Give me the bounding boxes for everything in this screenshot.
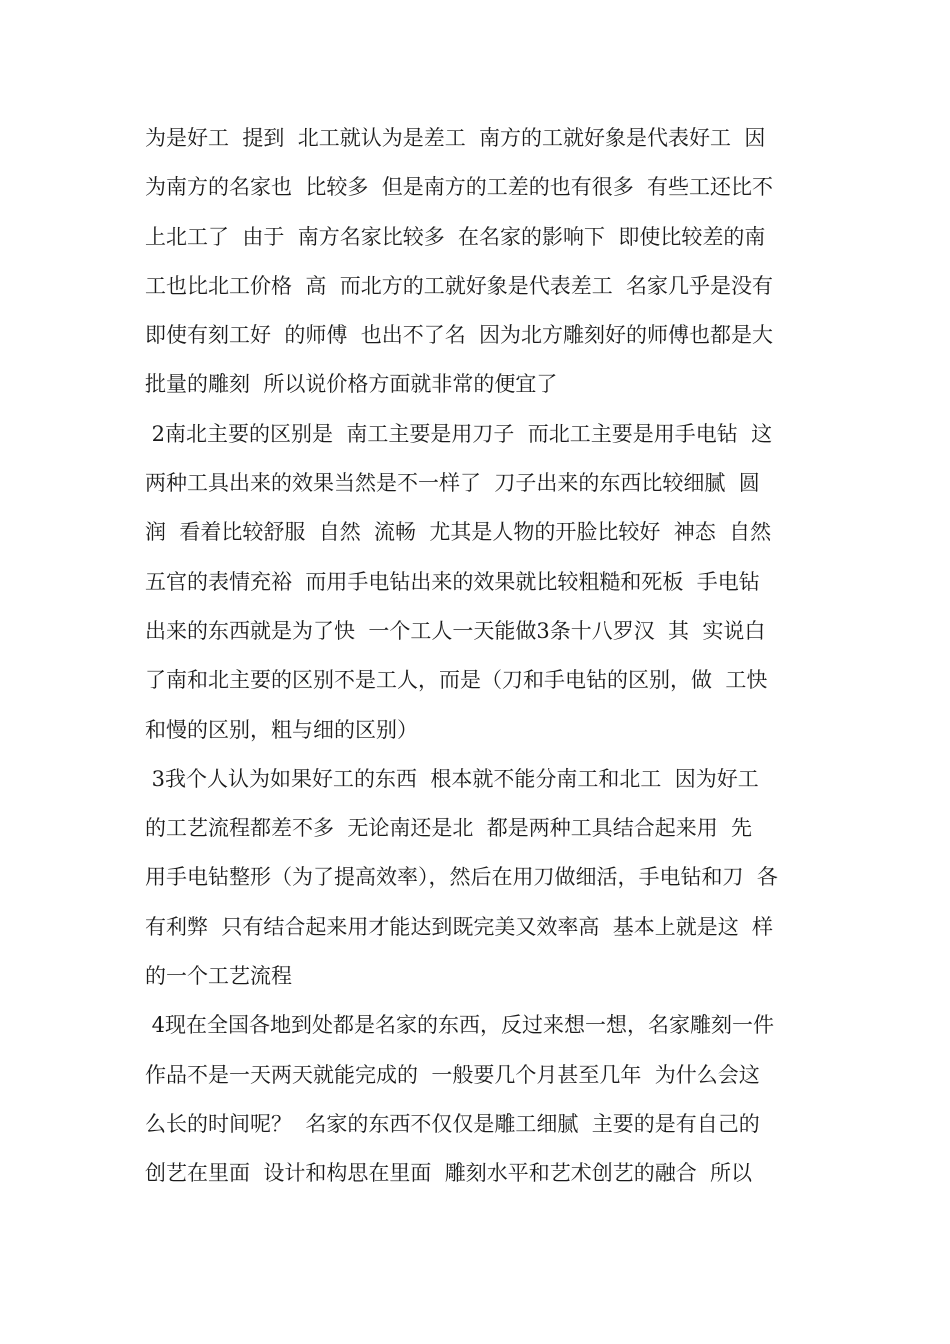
text-line: 五官的表情充裕 而用手电钻出来的效果就比较粗糙和死板 手电钻 — [145, 569, 760, 594]
text-line: 的工艺流程都差不多 无论南还是北 都是两种工具结合起来用 先 — [145, 816, 753, 841]
text-line: 的一个工艺流程 — [145, 964, 292, 989]
text-line: 了南和北主要的区别不是工人，而是（刀和手电钻的区别，做 工快 — [145, 668, 768, 693]
text-line: 有利弊 只有结合起来用才能达到既完美又效率高 基本上就是这 样 — [145, 914, 774, 939]
text-line: 即使有刻工好 的师傅 也出不了名 因为北方雕刻好的师傅也都是大 — [145, 323, 774, 348]
text-line: 工也比北工价格 高 而北方的工就好象是代表差工 名家几乎是没有 — [145, 273, 774, 298]
text-line: 润 看着比较舒服 自然 流畅 尤其是人物的开脸比较好 神态 自然 — [145, 520, 772, 545]
text-line: 上北工了 由于 南方名家比较多 在名家的影响下 即使比较差的南 — [145, 224, 766, 249]
text-line: 为南方的名家也 比较多 但是南方的工差的也有很多 有些工还比不 — [145, 175, 774, 200]
text-line: 创艺在里面 设计和构思在里面 雕刻水平和艺术创艺的融合 所以 — [145, 1161, 753, 1186]
text-line: 2南北主要的区别是 南工主要是用刀子 而北工主要是用手电钻 这 — [145, 421, 773, 446]
text-line: 作品不是一天两天就能完成的 一般要几个月甚至几年 为什么会这 — [145, 1062, 760, 1087]
text-line: 出来的东西就是为了快 一个工人一天能做3条十八罗汉 其 实说白 — [145, 618, 766, 643]
text-line: 和慢的区别，粗与细的区别） — [145, 717, 418, 742]
text-line: 3我个人认为如果好工的东西 根本就不能分南工和北工 因为好工 — [145, 766, 759, 791]
body-text — [145, 114, 825, 1199]
text-line: 用手电钻整形（为了提高效率），然后在用刀做细活，手电钻和刀 各 — [145, 865, 778, 890]
text-line: 么长的时间呢？ 名家的东西不仅仅是雕工细腻 主要的是有自己的 — [145, 1111, 760, 1136]
text-line: 为是好工 提到 北工就认为是差工 南方的工就好象是代表好工 因 — [145, 126, 766, 150]
text-line: 批量的雕刻 所以说价格方面就非常的便宜了 — [145, 372, 558, 397]
text-line: 4现在全国各地到处都是名家的东西，反过来想一想，名家雕刻一件 — [145, 1013, 775, 1038]
text-line: 两种工具出来的效果当然是不一样了 刀子出来的东西比较细腻 圆 — [145, 471, 760, 496]
